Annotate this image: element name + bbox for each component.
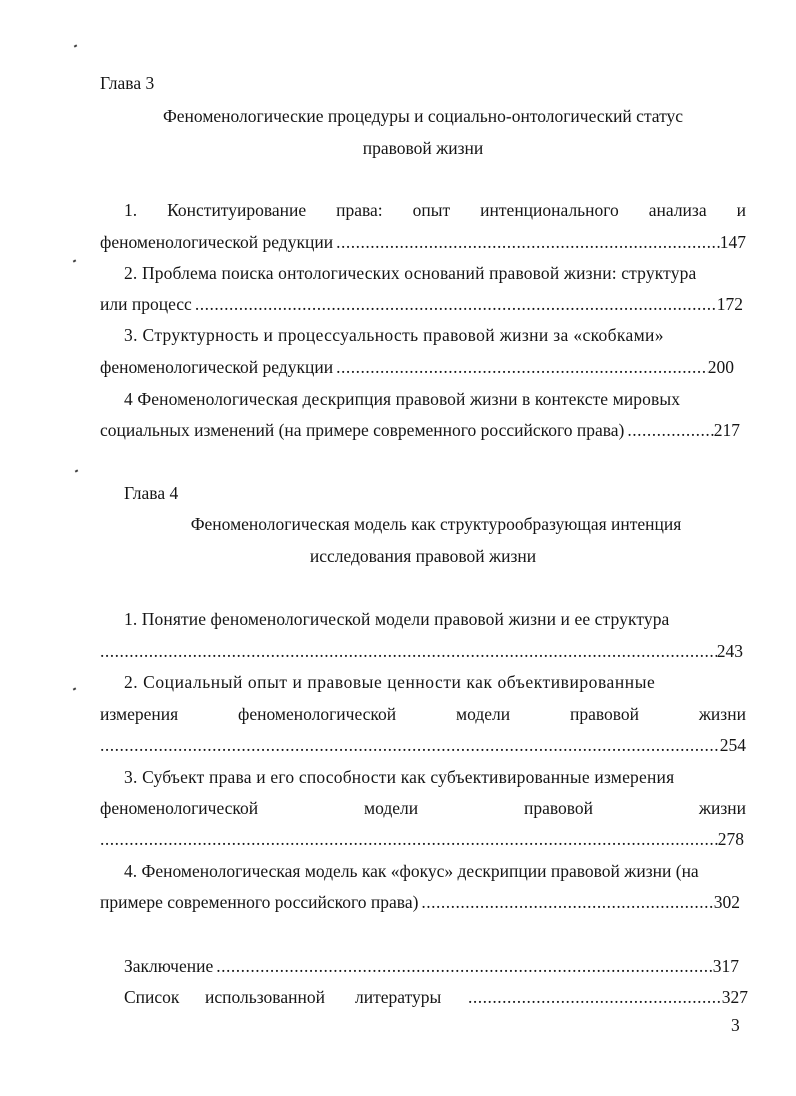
toc-entry-3-2-line1: 2. Проблема поиска онтологических оснований правовой жизни: структура xyxy=(124,263,697,283)
toc-word: опыт xyxy=(412,200,451,220)
toc-entry-4-2-line1: 2. Социальный опыт и правовые ценности как объективированные xyxy=(124,672,656,692)
references-leader xyxy=(468,987,748,1007)
toc-entry-4-4-line2 xyxy=(100,892,740,912)
dot-leader xyxy=(333,357,708,377)
toc-page-number: 327 xyxy=(721,987,748,1007)
toc-page-number: 147 xyxy=(719,232,746,252)
chapter4-title-line1: Феноменологическая модель как структурообразующая интенция xyxy=(190,514,682,534)
dot-leader xyxy=(100,735,720,755)
toc-word: Конституирование xyxy=(167,200,307,220)
toc-word: права: xyxy=(336,200,383,220)
toc-entry-4-4-line1: 4. Феноменологическая модель как «фокус» дескрипции правовой жизни (на xyxy=(124,861,699,881)
toc-entry-conclusion xyxy=(124,956,739,976)
dot-leader xyxy=(192,294,717,314)
toc-word: феноменологической xyxy=(238,704,397,724)
toc-entry-3-3-line2 xyxy=(100,357,734,377)
toc-page-number: 278 xyxy=(717,829,744,849)
toc-entry-text: Заключение xyxy=(124,956,214,976)
chapter3-title-line1: Феноменологические процедуры и социально-онтологический статус xyxy=(162,106,684,126)
toc-word: интенционального xyxy=(480,200,619,220)
toc-page-number: 302 xyxy=(713,892,740,912)
toc-page-number: 200 xyxy=(707,357,734,377)
toc-entry-3-4-line2 xyxy=(100,420,740,440)
chapter3-title-line2: правовой жизни xyxy=(362,138,484,158)
toc-entry-3-4-line1: 4 Феноменологическая дескрипция правовой жизни в контексте мировых xyxy=(124,389,681,409)
toc-word: модели xyxy=(456,704,511,724)
chapter4-title-line2: исследования правовой жизни xyxy=(309,546,537,566)
scan-speck xyxy=(74,44,78,47)
chapter3-label: Глава 3 xyxy=(100,73,155,93)
dot-leader xyxy=(100,829,718,849)
references-word-1: Список xyxy=(124,987,180,1007)
toc-word: измерения xyxy=(100,704,179,724)
toc-word: и xyxy=(736,200,746,220)
toc-page-number: 254 xyxy=(719,735,746,755)
toc-entry-3-1-line2 xyxy=(100,232,746,252)
toc-word: феноменологической xyxy=(100,798,259,818)
dot-leader xyxy=(624,420,713,440)
dot-leader xyxy=(333,232,720,252)
toc-entry-4-3-line3 xyxy=(100,829,744,849)
references-word-2: использованной xyxy=(205,987,325,1007)
dot-leader xyxy=(468,987,722,1007)
references-word-3: литературы xyxy=(355,987,442,1007)
toc-page-number: 172 xyxy=(716,294,743,314)
dot-leader xyxy=(418,892,713,912)
toc-page-number: 217 xyxy=(713,420,740,440)
toc-entry-4-2-line2 xyxy=(100,704,746,724)
scan-speck xyxy=(75,469,79,472)
toc-word: анализа xyxy=(648,200,707,220)
toc-entry-text: социальных изменений (на примере современного российского права) xyxy=(100,420,625,440)
toc-entry-3-3-line1: 3. Структурность и процессуальность правовой жизни за «скобками» xyxy=(124,325,664,345)
scan-speck xyxy=(73,259,77,262)
toc-entry-4-3-line2 xyxy=(100,798,746,818)
toc-page-number: 243 xyxy=(716,641,743,661)
toc-word: правовой xyxy=(569,704,639,724)
toc-page-number: 317 xyxy=(712,956,739,976)
toc-word: 1. xyxy=(124,200,138,220)
toc-entry-text: примере современного российского права) xyxy=(100,892,419,912)
toc-word: правовой xyxy=(523,798,594,818)
toc-entry-4-2-line3 xyxy=(100,735,746,755)
toc-word: жизни xyxy=(698,798,746,818)
chapter4-label: Глава 4 xyxy=(124,483,179,503)
dot-leader xyxy=(213,956,713,976)
toc-entry-4-1-line1: 1. Понятие феноменологической модели правовой жизни и ее структура xyxy=(124,609,670,629)
toc-entry-4-1-line2 xyxy=(100,641,743,661)
scan-speck xyxy=(73,687,77,690)
toc-word: модели xyxy=(364,798,419,818)
page-number: 3 xyxy=(731,1015,740,1035)
toc-entry-4-3-line1: 3. Субъект права и его способности как субъективированные измерения xyxy=(124,767,675,787)
toc-entry-text: или процесс xyxy=(100,294,192,314)
toc-entry-text: феноменологической редукции xyxy=(100,357,334,377)
toc-entry-3-2-line2 xyxy=(100,294,743,314)
toc-entry-text: феноменологической редукции xyxy=(100,232,334,252)
toc-word: жизни xyxy=(698,704,746,724)
toc-entry-3-1-line1 xyxy=(124,200,746,220)
dot-leader xyxy=(100,641,717,661)
